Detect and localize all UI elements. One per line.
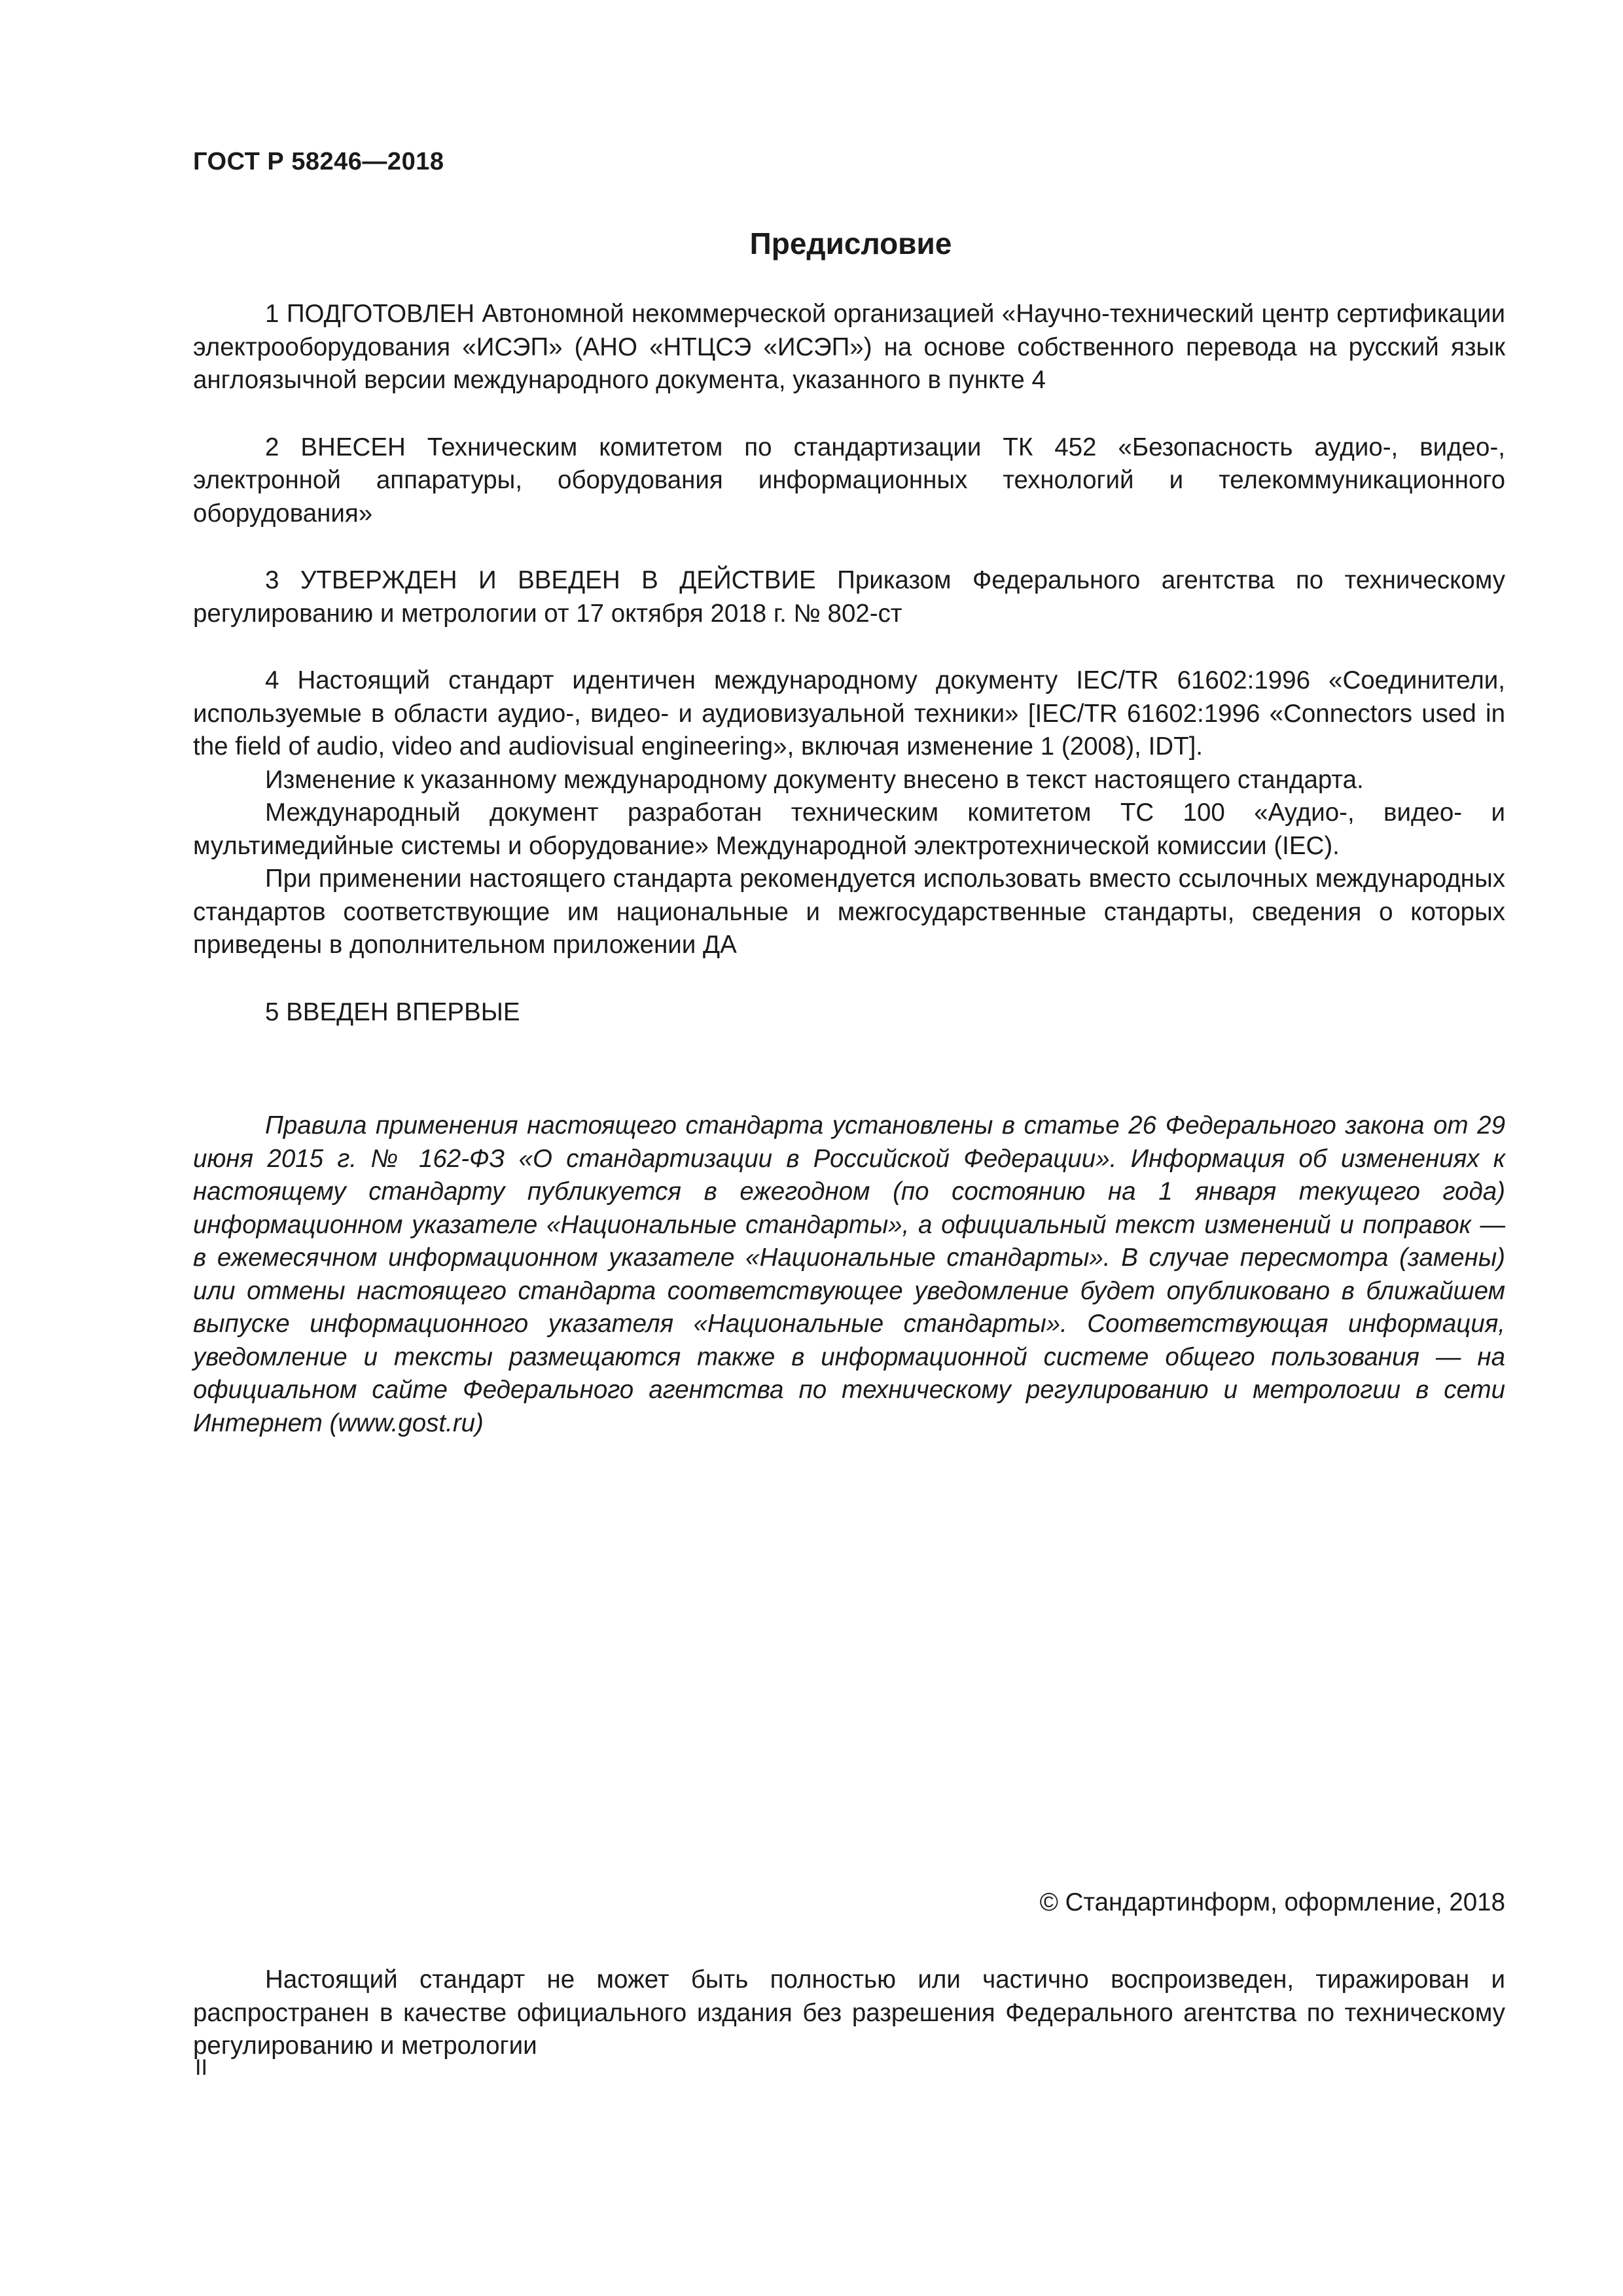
rules-note: Правила применения настоящего стандарта установлены в статье 26 Федерального закона от 29 июня 2015 г. № 162-ФЗ «О стандартизации в Российской Федерации». Информация об изменениях к настоящему стандарту публикуется в ежегодном (по состоянию на 1 января текущего года) информационном указателе «Национальные стандарты», а официальный текст изменений и поправок — в ежемесячном информационном указателе «Национальные стандарты». В случае пересмотра (замены) или отмены настоящего стандарта соответствующее уведомление будет опубликовано в ближайшем выпуске информационного указателя «Национальные стандарты». Соответствующая информация, уведомление и тексты размещаются также в информационной системе общего пользования — на официальном сайте Федерального агентства по техническому регулированию и метрологии в сети Интернет (www.gost.ru) [193, 1111, 1505, 1437]
page-title: Предисловие [749, 226, 952, 260]
foreword-item-3: 3 УТВЕРЖДЕН И ВВЕДЕН В ДЕЙСТВИЕ Приказом Федерального агентства по техническому регулированию и метрологии от 17 октября 2018 г. № 802-ст [193, 566, 1505, 628]
foreword-item-4-application: При применении настоящего стандарта рекомендуется использовать вместо ссылочных международных стандартов соответствующие им национальные и межгосударственные стандарты, сведения о которых приведены в дополнительном приложении ДА [193, 865, 1505, 959]
foreword-item-4: 4 Настоящий стандарт идентичен международному документу IEC/TR 61602:1996 «Соединители, используемые в области аудио-, видео- и аудиовизуальной техники» [IEC/TR 61602:1996 «Connectors used in the field of audio, video and audiovisual engineering», включая изменение 1 (2008), IDT]. [193, 666, 1505, 761]
reproduction-notice: Настоящий стандарт не может быть полностью или частично воспроизведен, тиражирован и распространен в качестве официального издания без разрешения Федерального агентства по техническому регулированию и метрологии [193, 1965, 1505, 2060]
foreword-item-5: 5 ВВЕДЕН ВПЕРВЫЕ [265, 997, 520, 1026]
foreword-item-4-change: Изменение к указанному международному документу внесено в текст настоящего стандарта. [265, 765, 1364, 794]
foreword-item-2: 2 ВНЕСЕН Техническим комитетом по стандартизации ТК 452 «Безопасность аудио-, видео-, электронной аппаратуры, оборудования информационных технологий и телекоммуникационного оборудования» [193, 433, 1505, 528]
foreword-item-4-committee: Международный документ разработан техническим комитетом ТС 100 «Аудио-, видео- и мультимедийные системы и оборудование» Международной электротехнической комиссии (IEC). [193, 798, 1505, 860]
foreword-item-1: 1 ПОДГОТОВЛЕН Автономной некоммерческой организацией «Научно-технический центр сертификации электрооборудования «ИСЭП» (АНО «НТЦСЭ «ИСЭП») на основе собственного перевода на русский язык англоязычной версии международного документа, указанного в пункте 4 [193, 300, 1505, 394]
document-code: ГОСТ Р 58246—2018 [193, 148, 444, 175]
copyright-line: © Стандартинформ, оформление, 2018 [1039, 1888, 1505, 1916]
page-number: II [195, 2055, 207, 2080]
foreword-items [193, 298, 1505, 1029]
